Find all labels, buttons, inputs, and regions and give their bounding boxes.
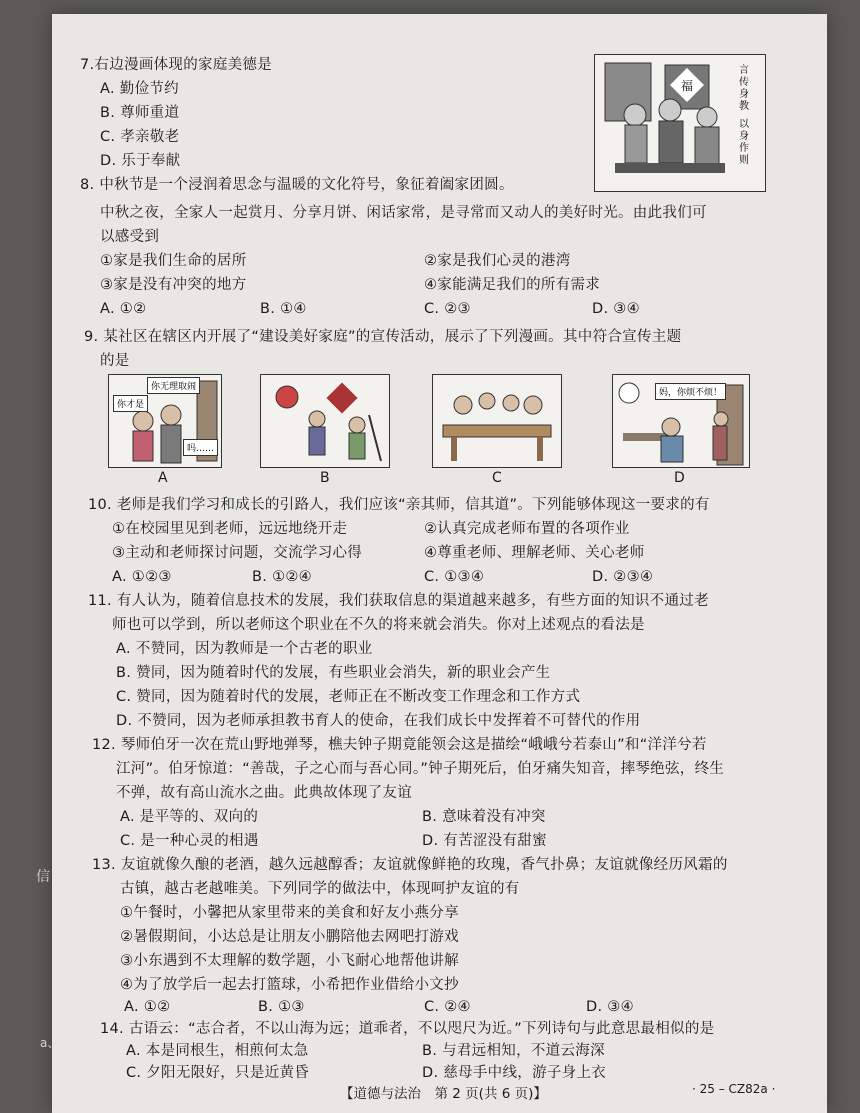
q9-line-2: 的是 <box>100 353 130 369</box>
q11-option-c: C. 赞同，因为随着时代的发展，老师正在不断改变工作理念和工作方式 <box>116 689 581 705</box>
q12-line-3: 不弹，故有高山流水之曲。此典故体现了友谊 <box>116 785 412 801</box>
q9-caption-a: A <box>158 470 168 486</box>
q8-item-4: ④家能满足我们的所有需求 <box>424 277 601 293</box>
q8-choice-a: A. ①② <box>100 301 147 317</box>
page-footer-code: · 25 – CZ82a · <box>692 1082 776 1096</box>
q9-d-bubble: 妈，你烦不烦！ <box>655 383 726 400</box>
q10-choice-c: C. ①③④ <box>424 569 485 585</box>
q11-line-1: 11. 有人认为，随着信息技术的发展，我们获取信息的渠道越来越多，有些方面的知识不通过老 <box>88 593 709 609</box>
q7-cartoon-sign: 福 <box>680 79 694 93</box>
q10-item-3: ③主动和老师探讨问题，交流学习心得 <box>112 545 363 561</box>
q11-line-2: 师也可以学到，所以老师这个职业在不久的将来就会消失。你对上述观点的看法是 <box>112 617 645 633</box>
q7-option-b: B. 尊师重道 <box>100 105 180 121</box>
q10-item-2: ②认真完成老师布置的各项作业 <box>424 521 630 537</box>
q7-cartoon-caption-1: 言传身教 <box>739 65 749 112</box>
q7-option-d: D. 乐于奉献 <box>100 153 181 169</box>
q13-choice-b: B. ①③ <box>258 999 305 1015</box>
q12-option-b: B. 意味着没有冲突 <box>422 809 546 825</box>
q12-option-c: C. 是一种心灵的相遇 <box>120 833 259 849</box>
q13-choice-a: A. ①② <box>124 999 171 1015</box>
q13-item-1: ①午餐时，小馨把从家里带来的美食和好友小燕分享 <box>120 905 459 921</box>
q13-item-4: ④为了放学后一起去打篮球，小希把作业借给小文抄 <box>120 977 459 993</box>
q13-choice-d: D. ③④ <box>586 999 634 1015</box>
q10-item-4: ④尊重老师、理解老师、关心老师 <box>424 545 645 561</box>
q9-a-bubble-1: 你无理取闹 <box>147 377 200 394</box>
q9-line-1: 9. 某社区在辖区内开展了“建设美好家庭”的宣传活动，展示了下列漫画。其中符合宣传主题 <box>84 329 682 345</box>
q9-a-bubble-3: 吗…… <box>183 439 218 456</box>
margin-mark-2: a、 <box>40 1036 60 1050</box>
q12-line-2: 江河”。伯牙惊道：“善哉，子之心而与吾心同。”钟子期死后，伯牙痛失知音，摔琴绝弦，终生 <box>116 761 725 777</box>
q12-option-a: A. 是平等的、双向的 <box>120 809 259 825</box>
q7-option-a: A. 勤俭节约 <box>100 81 179 97</box>
q13-line-2: 古镇，越古老越唯美。下列同学的做法中，体现呵护友谊的有 <box>120 881 520 897</box>
q14-option-d: D. 慈母手中线，游子身上衣 <box>422 1065 607 1081</box>
q11-option-a: A. 不赞同，因为教师是一个古老的职业 <box>116 641 373 657</box>
q11-option-b: B. 赞同，因为随着时代的发展，有些职业会消失，新的职业会产生 <box>116 665 551 681</box>
q9-caption-c: C <box>492 470 502 486</box>
q8-item-3: ③家是没有冲突的地方 <box>100 277 247 293</box>
q12-line-1: 12. 琴师伯牙一次在荒山野地弹琴，樵夫钟子期竟能领会这是描绘“峨峨兮若泰山”和“洋洋兮若 <box>92 737 707 753</box>
q9-caption-b: B <box>320 470 330 486</box>
q14-option-b: B. 与君远相知，不道云海深 <box>422 1043 605 1059</box>
q9-cartoon-d <box>612 374 750 468</box>
q13-line-1: 13. 友谊就像久酿的老酒，越久远越醇香；友谊就像鲜艳的玫瑰，香气扑鼻；友谊就像经历风霜的 <box>92 857 728 873</box>
q13-item-3: ③小东遇到不太理解的数学题，小飞耐心地帮他讲解 <box>120 953 459 969</box>
q8-item-1: ①家是我们生命的居所 <box>100 253 247 269</box>
q12-option-d: D. 有苦涩没有甜蜜 <box>422 833 547 849</box>
q14-stem: 14. 古语云：“志合者，不以山海为远；道乖者，不以咫尺为近。”下列诗句与此意思最相似的是 <box>100 1021 715 1037</box>
q13-choice-c: C. ②④ <box>424 999 471 1015</box>
q13-item-2: ②暑假期间，小达总是让朋友小鹏陪他去网吧打游戏 <box>120 929 459 945</box>
q11-option-d: D. 不赞同，因为老师承担教书育人的使命，在我们成长中发挥着不可替代的作用 <box>116 713 641 729</box>
exam-page <box>52 14 827 1113</box>
q9-cartoon-c-art <box>433 375 561 467</box>
q8-item-2: ②家是我们心灵的港湾 <box>424 253 571 269</box>
q9-cartoon-c <box>432 374 562 468</box>
q9-caption-d: D <box>674 470 685 486</box>
q10-choice-b: B. ①②④ <box>252 569 312 585</box>
q10-stem: 10. 老师是我们学习和成长的引路人，我们应该“亲其师，信其道”。下列能够体现这一要求的有 <box>88 497 710 513</box>
q7-option-c: C. 孝亲敬老 <box>100 129 180 145</box>
q14-option-c: C. 夕阳无限好，只是近黄昏 <box>126 1065 310 1081</box>
q8-line-2: 中秋之夜，全家人一起赏月、分享月饼、闲话家常，是寻常而又动人的美好时光。由此我们可 <box>100 205 707 221</box>
q10-choice-a: A. ①②③ <box>112 569 172 585</box>
q8-line-3: 以感受到 <box>100 229 160 245</box>
q7-cartoon <box>594 54 766 192</box>
q9-cartoon-b <box>260 374 390 468</box>
q7-stem: 7.右边漫画体现的家庭美德是 <box>80 57 273 73</box>
q7-cartoon-caption-2: 以身作则 <box>739 119 749 166</box>
q8-choice-c: C. ②③ <box>424 301 471 317</box>
q10-choice-d: D. ②③④ <box>592 569 654 585</box>
q8-line-1: 8. 中秋节是一个浸润着思念与温暖的文化符号，象征着阖家团圆。 <box>80 177 514 193</box>
q9-a-bubble-2: 你才是 <box>113 395 148 412</box>
q9-cartoon-a <box>108 374 222 468</box>
margin-mark-1: 信 <box>36 869 50 885</box>
q10-item-1: ①在校园里见到老师，远远地绕开走 <box>112 521 348 537</box>
q14-option-a: A. 本是同根生，相煎何太急 <box>126 1043 309 1059</box>
q8-choice-b: B. ①④ <box>260 301 307 317</box>
q9-cartoon-b-art <box>261 375 389 467</box>
q8-choice-d: D. ③④ <box>592 301 640 317</box>
page-footer-title: 【道德与法治 第 2 页(共 6 页)】 <box>340 1086 547 1102</box>
